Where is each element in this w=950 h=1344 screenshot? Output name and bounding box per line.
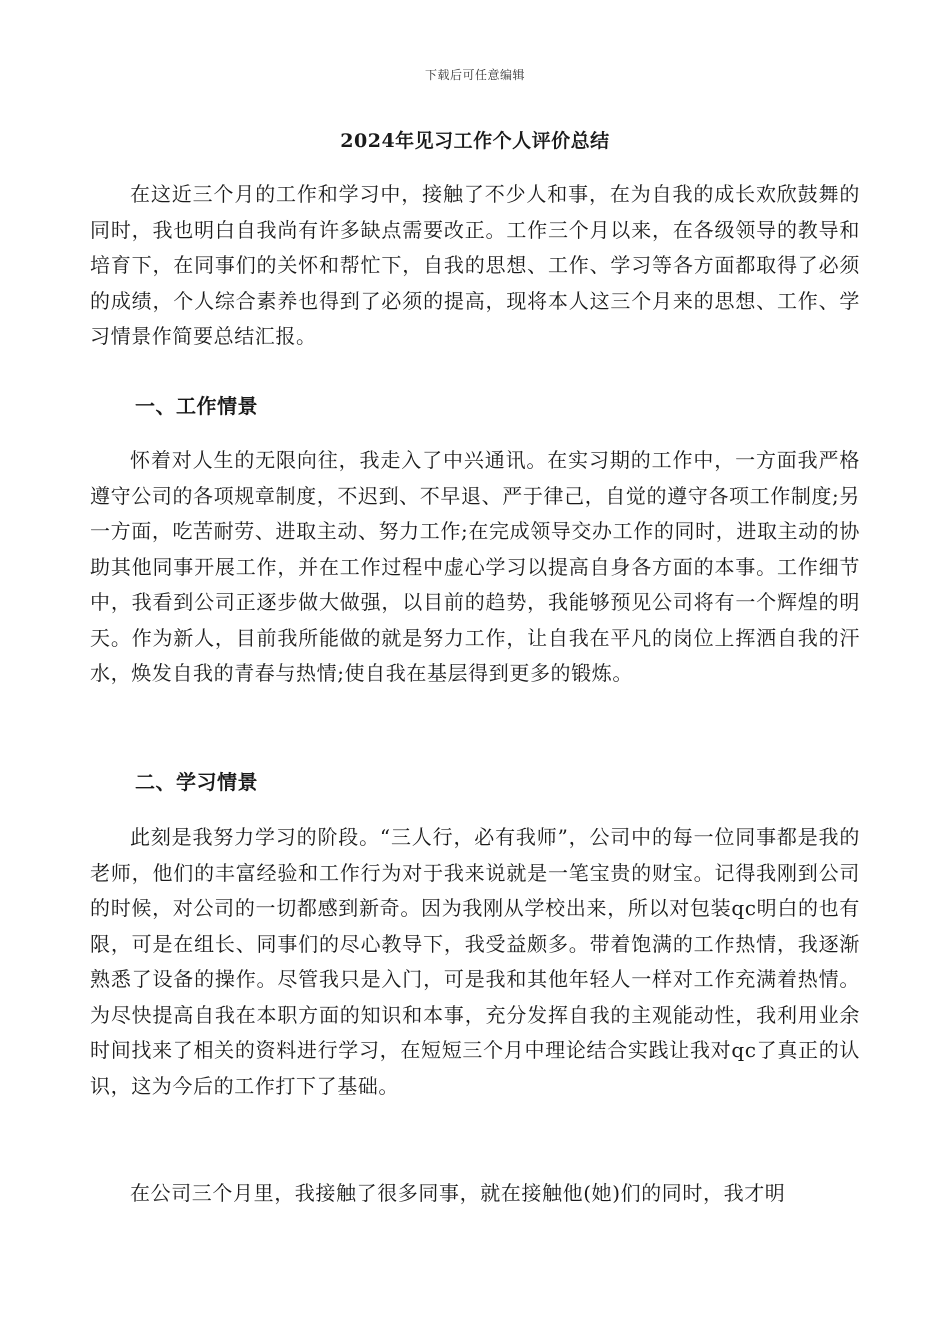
download-note: 下载后可任意编辑: [424, 68, 525, 82]
work-paragraph: 怀着对人生的无限向往，我走入了中兴通讯。在实习期的工作中，一方面我严格遵守公司的各项规章制度，不迟到、不早退、严于律己，自觉的遵守各项工作制度;另一方面，吃苦耐劳、进取主动、努力工作;在完成领导交办工作的同时，进取主动的协助其他同事开展工作，并在工作过程中虚心学习以提高自身各方面的本事。工作细节中，我看到公司正逐步做大做强，以目前的趋势，我能够预见公司将有一个辉煌的明天。作为新人，目前我所能做的就是努力工作，让自我在平凡的岗位上挥洒自我的汗水，焕发自我的青春与热情;使自我在基层得到更多的锻炼。: [90, 448, 860, 685]
document-title: 2024年见习工作个人评价总结: [340, 130, 610, 152]
section-heading-study: 二、学习情景: [135, 770, 258, 794]
study-paragraph: 此刻是我努力学习的阶段。“三人行，必有我师”，公司中的每一位同事都是我的老师，他们的丰富经验和工作行为对于我来说就是一笔宝贵的财宝。记得我刚到公司的时候，对公司的一切都感到新奇。因为我刚从学校出来，所以对包装qc明白的也有限，可是在组长、同事们的尽心教导下，我受益颇多。带着饱满的工作热情，我逐渐熟悉了设备的操作。尽管我只是入门，可是我和其他年轻人一样对工作充满着热情。为尽快提高自我在本职方面的知识和本事，充分发挥自我的主观能动性，我利用业余时间找来了相关的资料进行学习，在短短三个月中理论结合实践让我对qc了真正的认识，这为今后的工作打下了基础。: [90, 825, 860, 1098]
intro-paragraph: 在这近三个月的工作和学习中，接触了不少人和事，在为自我的成长欢欣鼓舞的同时，我也明白自我尚有许多缺点需要改正。工作三个月以来，在各级领导的教导和培育下，在同事们的关怀和帮忙下，自我的思想、工作、学习等各方面都取得了必须的成绩，个人综合素养也得到了必须的提高，现将本人这三个月来的思想、工作、学习情景作简要总结汇报。: [90, 182, 860, 348]
section-heading-work: 一、工作情景: [135, 394, 258, 418]
study-paragraph-continued: 在公司三个月里，我接触了很多同事，就在接触他(她)们的同时，我才明: [130, 1181, 786, 1205]
